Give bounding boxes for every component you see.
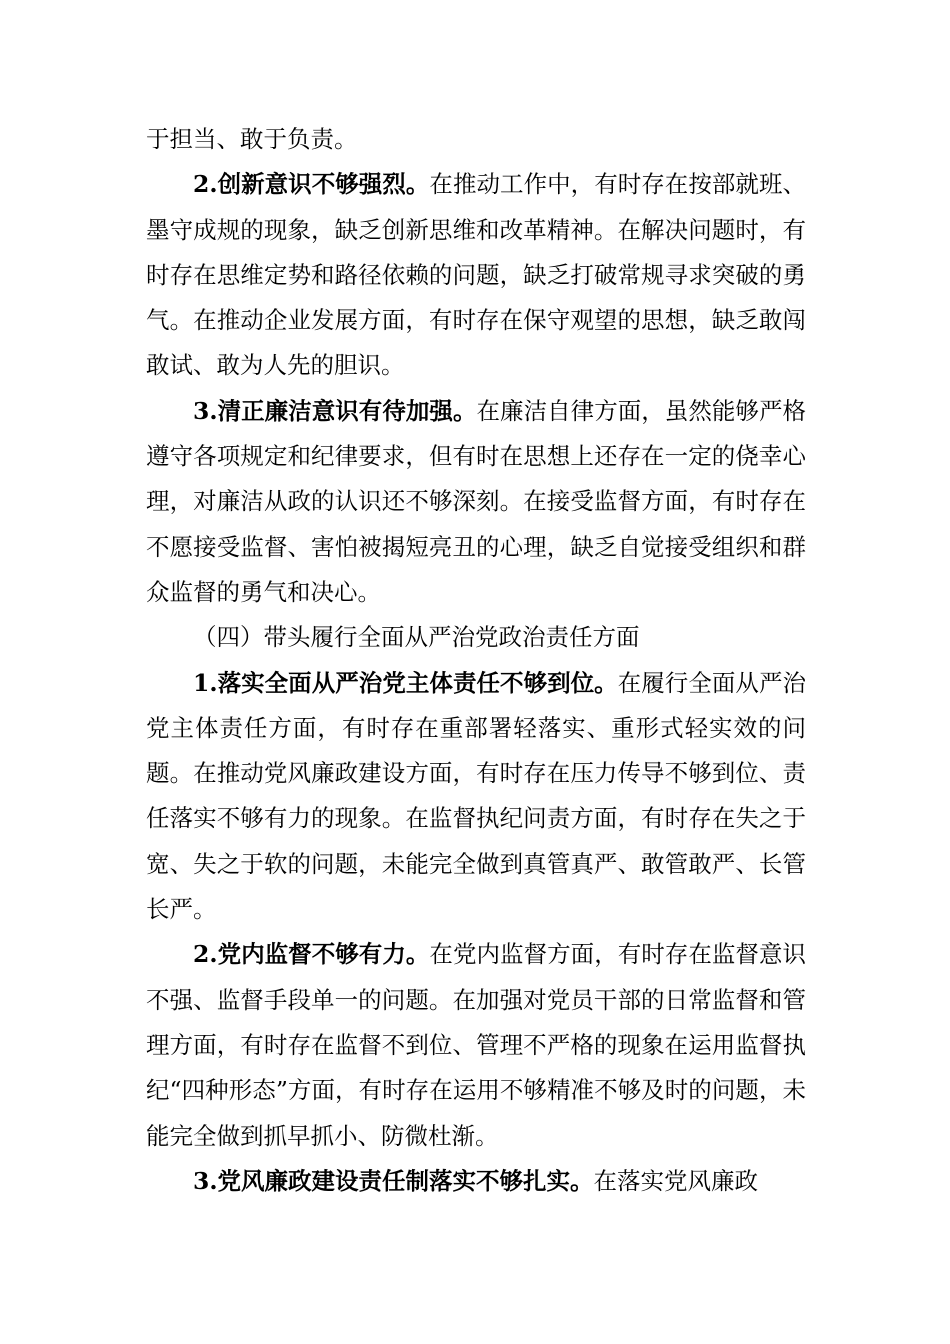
paragraph-lead-heading: 3.党风廉政建设责任制落实不够扎实。 xyxy=(193,1166,594,1195)
paragraph-item-integrity xyxy=(146,389,806,615)
paragraph-item-responsibility-system xyxy=(146,1159,806,1204)
paragraph-body-text: 在落实党风廉政 xyxy=(593,1166,759,1195)
paragraph-body-text: 在廉洁自律方面，虽然能够严格遵守各项规定和纪律要求，但有时在思想上还存在一定的侥幸心理，对廉洁从政的认识还不够深刻。在接受监督方面，有时存在不愿接受监督、害怕被揭短亮丑的心理，缺乏自觉接受组织和群众监督的勇气和决心。 xyxy=(146,396,806,606)
paragraph-item-innovation xyxy=(146,162,806,388)
paragraph-lead-heading: 2.创新意识不够强烈。 xyxy=(193,170,430,199)
paragraph-lead-heading: 3.清正廉洁意识有待加强。 xyxy=(193,396,477,425)
paragraph-body-text: 在党内监督方面，有时存在监督意识不强、监督手段单一的问题。在加强对党员干部的日常监督和管理方面，有时存在监督不到位、管理不严格的现象在运用监督执纪“四种形态”方面，有时存在运用不够精准不够及时的问题，未能完全做到抓早抓小、防微杜渐。 xyxy=(146,940,806,1150)
document-body xyxy=(146,117,806,1204)
paragraph-continuation: 于担当、敢于负责。 xyxy=(146,125,358,153)
section-heading: （四）带头履行全面从严治党政治责任方面 xyxy=(193,623,640,652)
paragraph-lead-heading: 2.党内监督不够有力。 xyxy=(193,940,430,969)
paragraph-lead-heading: 1.落实全面从严治党主体责任不够到位。 xyxy=(193,668,618,697)
paragraph-item-main-responsibility xyxy=(146,661,806,933)
paragraph-body-text: 在推动工作中，有时存在按部就班、墨守成规的现象，缺乏创新思维和改革精神。在解决问题时，有时存在思维定势和路径依赖的问题，缺乏打破常规寻求突破的勇气。在推动企业发展方面，有时存在保守观望的思想，缺乏敢闯敢试、敢为人先的胆识。 xyxy=(146,170,806,380)
paragraph-body-text: 在履行全面从严治党主体责任方面，有时存在重部署轻落实、重形式轻实效的问题。在推动党风廉政建设方面，有时存在压力传导不够到位、责任落实不够有力的现象。在监督执纪问责方面，有时存在失之于宽、失之于软的问题，未能完全做到真管真严、敢管敢严、长管长严。 xyxy=(146,668,806,924)
paragraph-item-party-supervision xyxy=(146,932,806,1158)
